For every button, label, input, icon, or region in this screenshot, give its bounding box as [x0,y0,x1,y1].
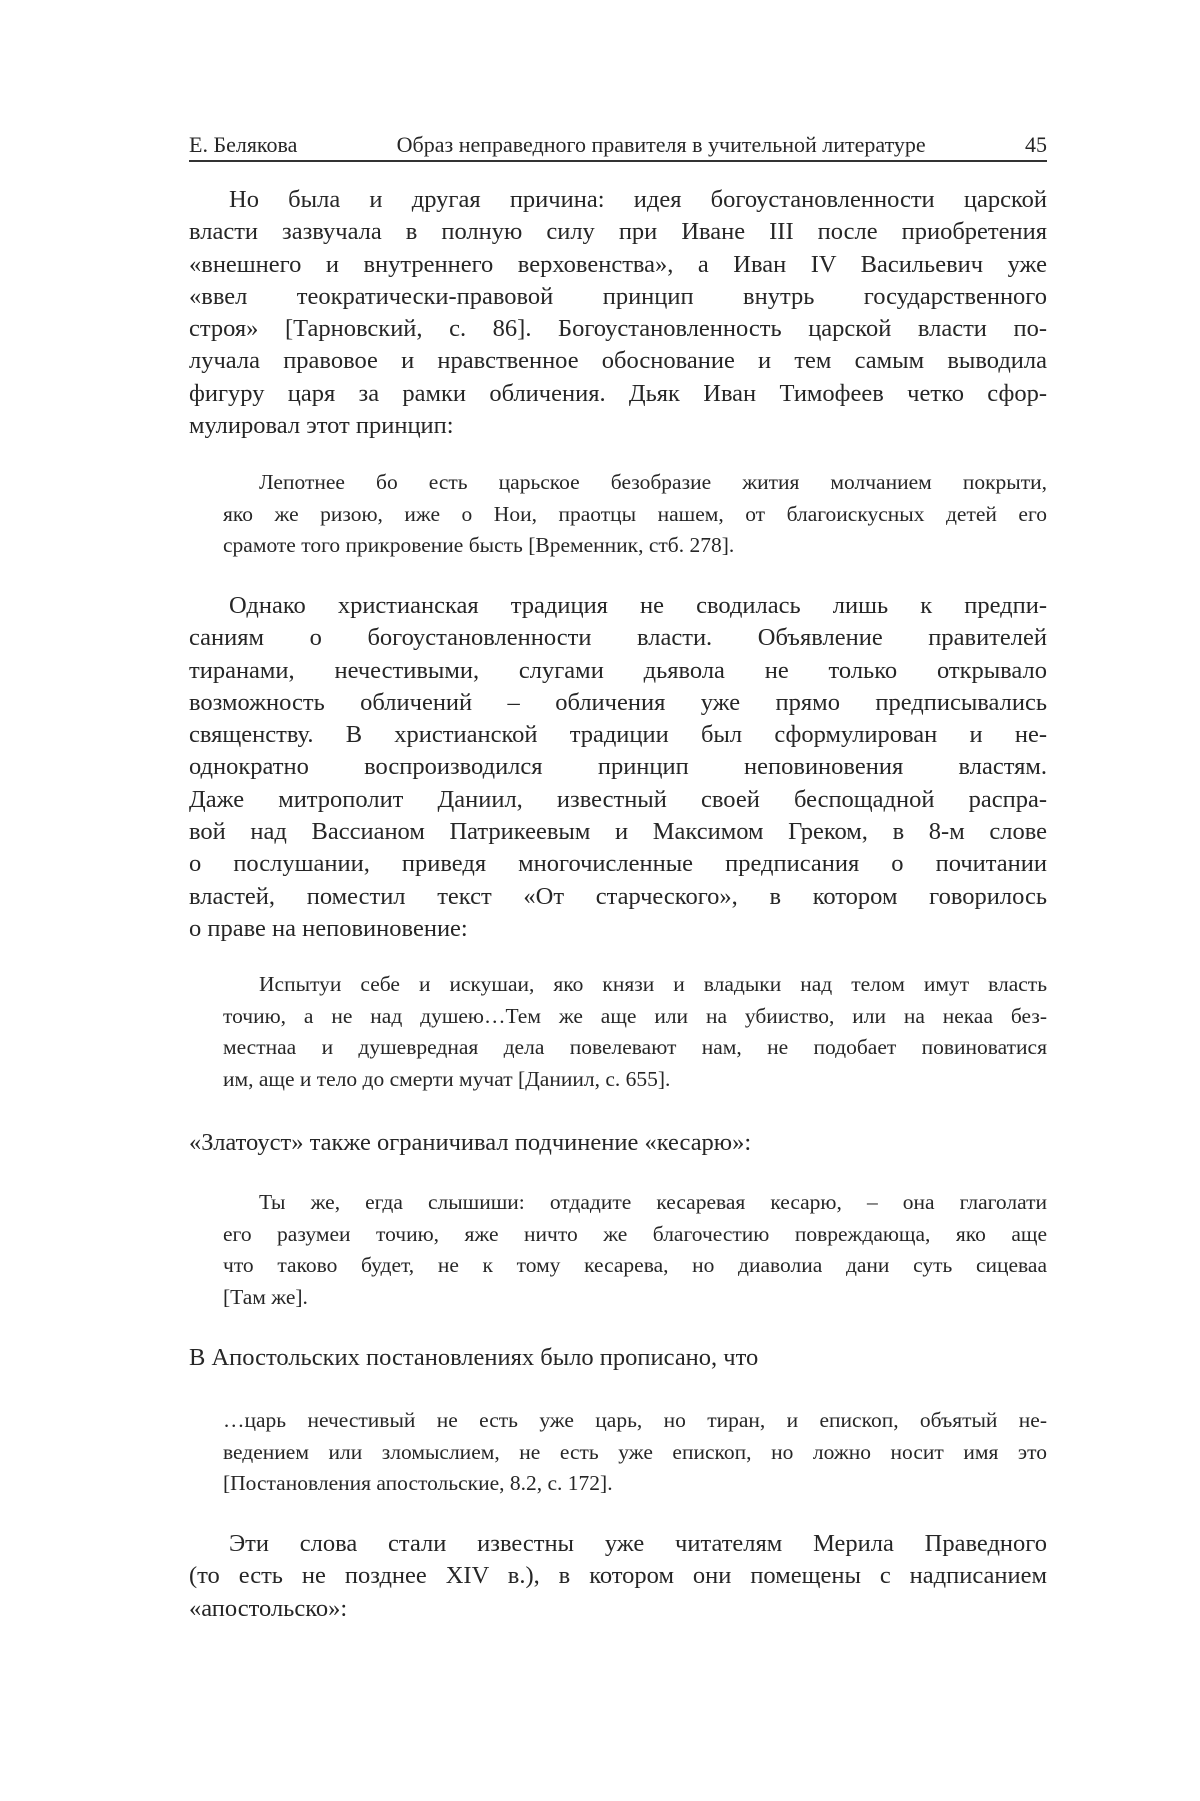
text-line: однократно воспроизводился принцип неповиновения властям. [189,751,1047,783]
header-rule [189,160,1047,162]
paragraph [189,1127,1047,1159]
text-line: яко же ризою, иже о Нои, праотцы нашем, от благоискусных детей его [223,499,1047,531]
text-line: Однако христианская традиция не сводилась лишь к предпи- [189,590,1047,622]
text-line: мулировал этот принцип: [189,410,1047,442]
text-line: Лепотнее бо есть царьское безобразие жития молчанием покрыти, [223,467,1047,499]
text-line: о послушании, приведя многочисленные предписания о почитании [189,848,1047,880]
paragraph [189,184,1047,442]
paragraph [189,1528,1047,1625]
text-line: (то есть не позднее XIV в.), в котором они помещены с надписанием [189,1560,1047,1592]
text-line: возможность обличений – обличения уже прямо предписывались [189,687,1047,719]
running-header [189,130,1047,160]
text-line: его разумеи точию, яже ничто же благочестию повреждающа, яко аще [223,1219,1047,1251]
text-line: саниям о богоустановленности власти. Объявление правителей [189,622,1047,654]
text-line: Испытуи себе и искушаи, яко князи и владыки над телом имут власть [223,969,1047,1001]
text-line: тиранами, нечестивыми, слугами дьявола не только открывало [189,655,1047,687]
text-line: лучала правовое и нравственное обоснование и тем самым выводила [189,345,1047,377]
text-line: строя» [Тарновский, с. 86]. Богоустановленность царской власти по- [189,313,1047,345]
text-line: о праве на неповиновение: [189,913,1047,945]
paragraph [189,1342,1047,1374]
text-line: «Златоуст» также ограничивал подчинение «кесарю»: [189,1127,1047,1159]
text-line: власти зазвучала в полную силу при Иване III после приобретения [189,216,1047,248]
text-line: Даже митрополит Даниил, известный своей беспощадной распра- [189,784,1047,816]
block-quote [223,467,1047,562]
text-line: властей, поместил текст «От старческого», в котором говорилось [189,881,1047,913]
paragraph [189,590,1047,945]
text-line: что таково будет, не к тому кесарева, но диаволиа дани суть сицеваа [223,1250,1047,1282]
text-line: ведением или зломыслием, не есть уже епископ, но ложно носит имя это [223,1437,1047,1469]
header-author: Е. Белякова [189,132,297,158]
header-title: Образ неправедного правителя в учительной литературе [397,132,926,158]
text-line: срамоте того прикровение бысть [Временник, стб. 278]. [223,530,1047,562]
text-line: Ты же, егда слышиши: отдадите кесаревая кесарю, – она глаголати [223,1187,1047,1219]
text-line: Но была и другая причина: идея богоустановленности царской [189,184,1047,216]
text-line: Эти слова стали известны уже читателям Мерила Праведного [189,1528,1047,1560]
text-line: фигуру царя за рамки обличения. Дьяк Иван Тимофеев четко сфор- [189,378,1047,410]
text-line: точию, а не над душею…Тем же аще или на убииство, или на некаа без- [223,1001,1047,1033]
text-line: им, аще и тело до смерти мучат [Даниил, с. 655]. [223,1064,1047,1096]
text-line: [Там же]. [223,1282,1047,1314]
block-quote [223,1405,1047,1500]
page-number: 45 [1025,132,1047,158]
text-line: вой над Вассианом Патрикеевым и Максимом Греком, в 8-м слове [189,816,1047,848]
text-line: местнаа и душевредная дела повелевают нам, не подобает повиноватися [223,1032,1047,1064]
text-line: «ввел теократически-правовой принцип внутрь государственного [189,281,1047,313]
block-quote [223,969,1047,1095]
text-line: «апостольско»: [189,1593,1047,1625]
text-line: В Апостольских постановлениях было прописано, что [189,1342,1047,1374]
block-quote [223,1187,1047,1313]
text-line: священству. В христианской традиции был сформулирован и не- [189,719,1047,751]
text-line: «внешнего и внутреннего верховенства», а Иван IV Васильевич уже [189,249,1047,281]
text-line: …царь нечестивый не есть уже царь, но тиран, и епископ, объятый не- [223,1405,1047,1437]
text-line: [Постановления апостольские, 8.2, с. 172]. [223,1468,1047,1500]
